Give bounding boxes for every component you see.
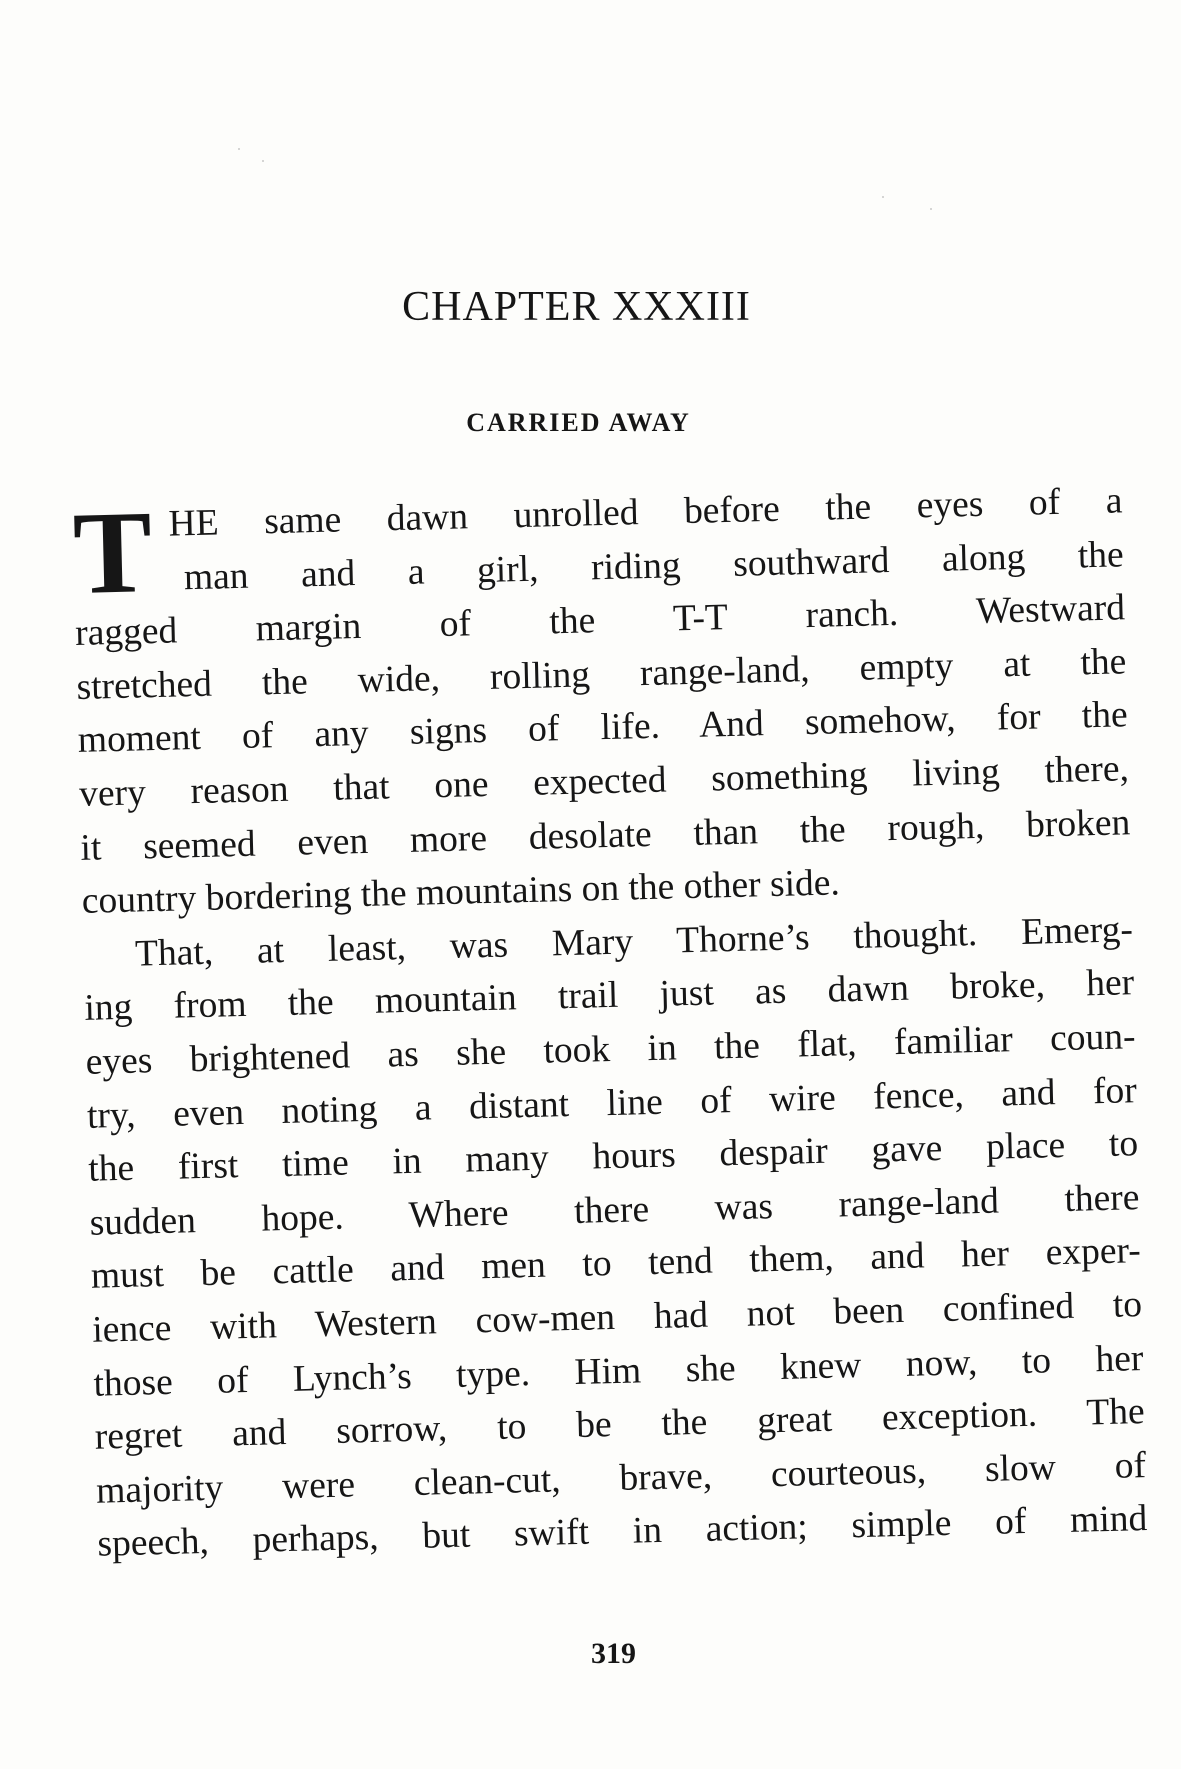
text-line: speech, perhaps, but swift in action; simple of mind	[97, 1498, 1148, 1565]
chapter-subtitle: CARRIED AWAY	[466, 408, 691, 437]
text-line: eyes brightened as she took in the flat, familiar coun-	[85, 1016, 1136, 1083]
text-line: very reason that one expected something living there,	[78, 748, 1130, 815]
text-line: regret and sorrow, to be the great exception. The	[94, 1391, 1146, 1458]
text-line: ragged margin of the T-T ranch. Westward	[74, 587, 1126, 655]
chapter-title: CHAPTER XXXIII	[402, 284, 751, 330]
text-line: sudden hope. Where there was range-land there	[89, 1176, 1140, 1244]
print-speck	[930, 208, 932, 210]
text-line: stretched the wide, rolling range-land, empty at the	[76, 641, 1127, 708]
text-line: country bordering the mountains on the other side.	[81, 862, 841, 923]
text-line: those of Lynch’s type. Him she knew now, to her	[93, 1337, 1144, 1405]
text-line: must be cattle and men to tend them, and her exper-	[90, 1230, 1142, 1298]
text-line: it seemed even more desolate than the rough, broken	[80, 801, 1131, 869]
text-line: man and a girl, riding southward along the	[183, 533, 1125, 598]
print-speck	[882, 196, 884, 198]
print-speck	[262, 160, 264, 162]
text-line: the first time in many hours despair gave place to	[87, 1123, 1139, 1190]
page-number: 319	[591, 1637, 636, 1670]
text-line: try, even noting a distant line of wire fence, and for	[86, 1069, 1138, 1137]
text-line: ing from the mountain trail just as dawn broke, her	[83, 962, 1135, 1030]
body-text	[72, 474, 1148, 1571]
print-speck	[238, 148, 240, 150]
text-line: majority were clean-cut, brave, courteous, slow of	[95, 1444, 1147, 1512]
text-line: ience with Western cow-men had not been confined to	[91, 1284, 1143, 1351]
text-line: That, at least, was Mary Thorne’s thought. Emerg-	[134, 908, 1134, 975]
text-line: moment of any signs of life. And somehow, for the	[77, 694, 1129, 762]
text-line: HE same dawn unrolled before the eyes of a	[168, 480, 1123, 545]
drop-cap: T	[71, 486, 154, 619]
